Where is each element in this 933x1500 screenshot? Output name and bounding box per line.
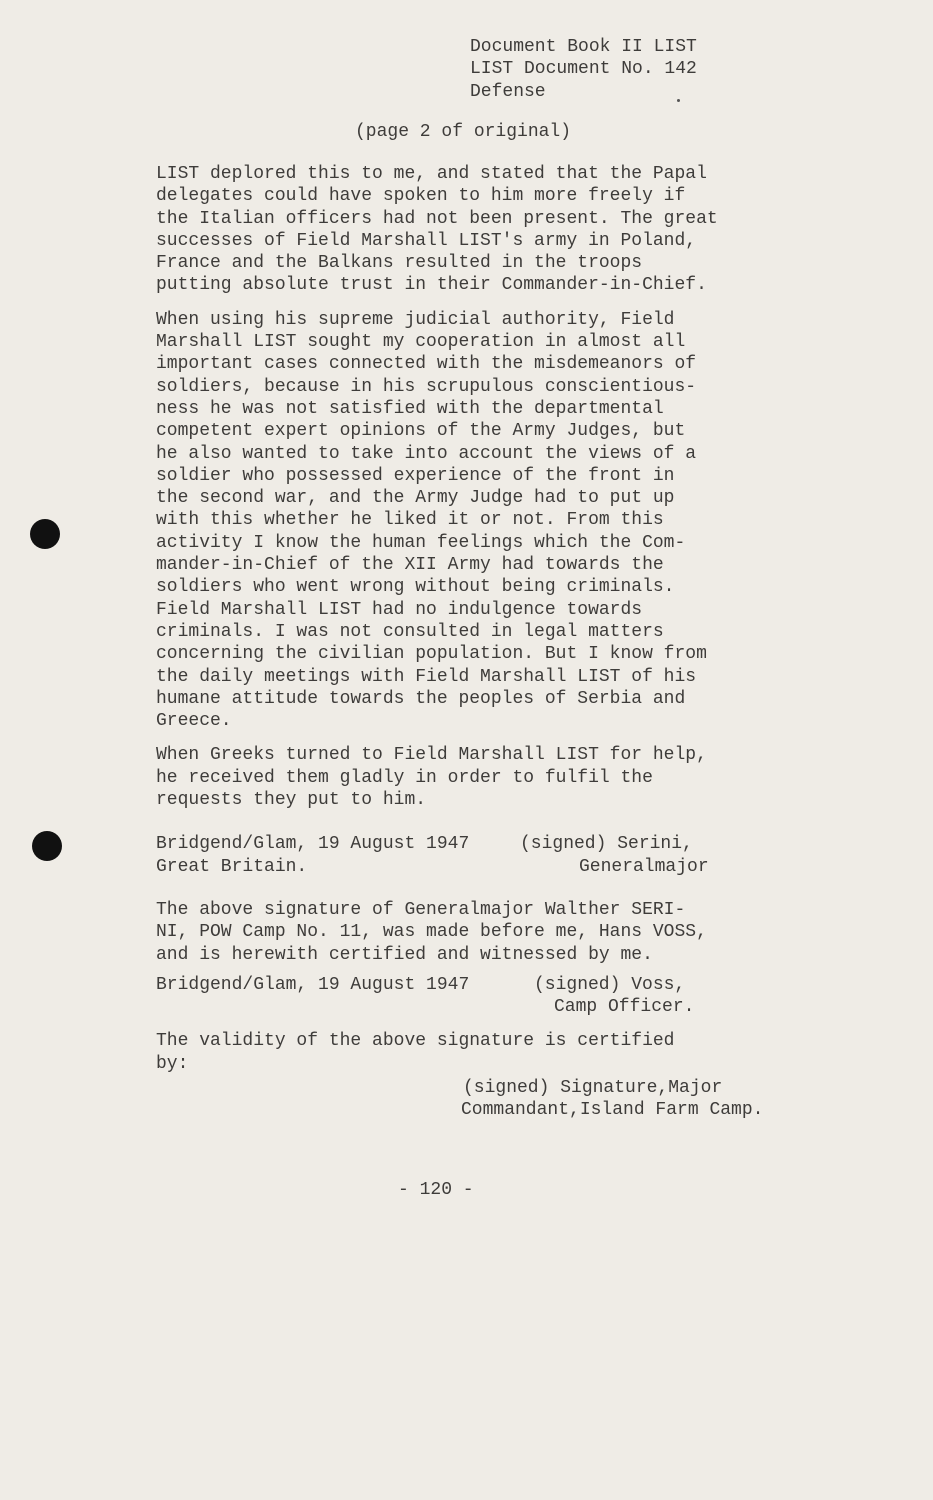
signature-signed: (signed) Voss, — [534, 974, 686, 995]
certification-paragraph — [156, 899, 776, 966]
document-header — [470, 36, 697, 103]
text-line: with this whether he liked it or not. From this — [156, 510, 664, 531]
text-line: by: — [156, 1053, 189, 1074]
text-line: When using his supreme judicial authority, Field — [156, 309, 675, 330]
text-line: the second war, and the Army Judge had to put up — [156, 488, 675, 509]
text-line: When Greeks turned to Field Marshall LIST for help, — [156, 745, 707, 766]
text-line: delegates could have spoken to him more freely if — [156, 186, 686, 207]
punch-hole-top — [30, 519, 60, 549]
signature-rank: Generalmajor — [579, 856, 709, 877]
text-line: Field Marshall LIST had no indulgence towards — [156, 599, 643, 620]
signature-block-voss — [156, 974, 776, 1019]
page-number: - 120 - — [398, 1180, 474, 1200]
text-line: concerning the civilian population. But I know from — [156, 644, 707, 665]
header-line-defense: Defense — [470, 81, 546, 102]
text-line: Greece. — [156, 711, 232, 732]
header-line-book: Document Book II LIST — [470, 37, 697, 57]
paragraph-2 — [156, 309, 776, 733]
signature-block-serini — [156, 833, 776, 878]
signature-country: Great Britain. — [156, 856, 308, 877]
text-line: mander-in-Chief of the XII Army had towards the — [156, 555, 664, 576]
text-line: soldier who possessed experience of the front in — [156, 465, 675, 486]
paragraph-3 — [156, 744, 776, 811]
text-line: important cases connected with the misdemeanors of — [156, 354, 697, 375]
text-line: requests they put to him. — [156, 790, 427, 811]
text-line: the Italian officers had not been present. The great — [156, 208, 718, 229]
text-line: and is herewith certified and witnessed by me. — [156, 944, 653, 965]
signature-place-date: Bridgend/Glam, 19 August 1947 — [156, 974, 470, 995]
header-line-document-number: LIST Document No. 142 — [470, 59, 697, 80]
validity-paragraph — [156, 1030, 776, 1075]
signature-signed: (signed) Serini, — [520, 834, 693, 855]
text-line: competent expert opinions of the Army Judges, but — [156, 421, 686, 442]
text-line: he also wanted to take into account the views of a — [156, 443, 697, 464]
text-line: putting absolute trust in their Commander-in-Chief. — [156, 275, 707, 296]
signature-title: Camp Officer. — [554, 997, 695, 1018]
text-line: soldiers, because in his scrupulous conscientious- — [156, 376, 697, 397]
original-page-reference: (page 2 of original) — [355, 122, 572, 142]
text-line: The validity of the above signature is certified — [156, 1031, 675, 1052]
text-line: activity I know the human feelings which the Com- — [156, 532, 686, 553]
punch-hole-bottom — [32, 831, 62, 861]
text-line: successes of Field Marshall LIST's army in Poland, — [156, 230, 697, 251]
signature-title: Commandant,Island Farm Camp. — [461, 1100, 764, 1121]
text-line: the daily meetings with Field Marshall LIST of his — [156, 666, 697, 687]
text-line: ness he was not satisfied with the departmental — [156, 398, 664, 419]
text-line: humane attitude towards the peoples of Serbia and — [156, 688, 686, 709]
document-body — [156, 163, 776, 1122]
text-line: France and the Balkans resulted in the troops — [156, 253, 643, 274]
signature-block-commandant — [156, 1077, 776, 1122]
paragraph-1 — [156, 163, 776, 297]
text-line: soldiers who went wrong without being criminals. — [156, 577, 675, 598]
text-line: criminals. I was not consulted in legal matters — [156, 621, 664, 642]
text-line: he received them gladly in order to fulfil the — [156, 767, 653, 788]
signature-place-date: Bridgend/Glam, 19 August 1947 — [156, 834, 470, 855]
text-line: The above signature of Generalmajor Walther SERI- — [156, 899, 686, 920]
signature-signed: (signed) Signature,Major — [463, 1077, 723, 1098]
text-line: LIST deplored this to me, and stated that the Papal — [156, 164, 707, 184]
text-line: Marshall LIST sought my cooperation in almost all — [156, 332, 686, 353]
text-line: NI, POW Camp No. 11, was made before me, Hans VOSS, — [156, 922, 707, 943]
